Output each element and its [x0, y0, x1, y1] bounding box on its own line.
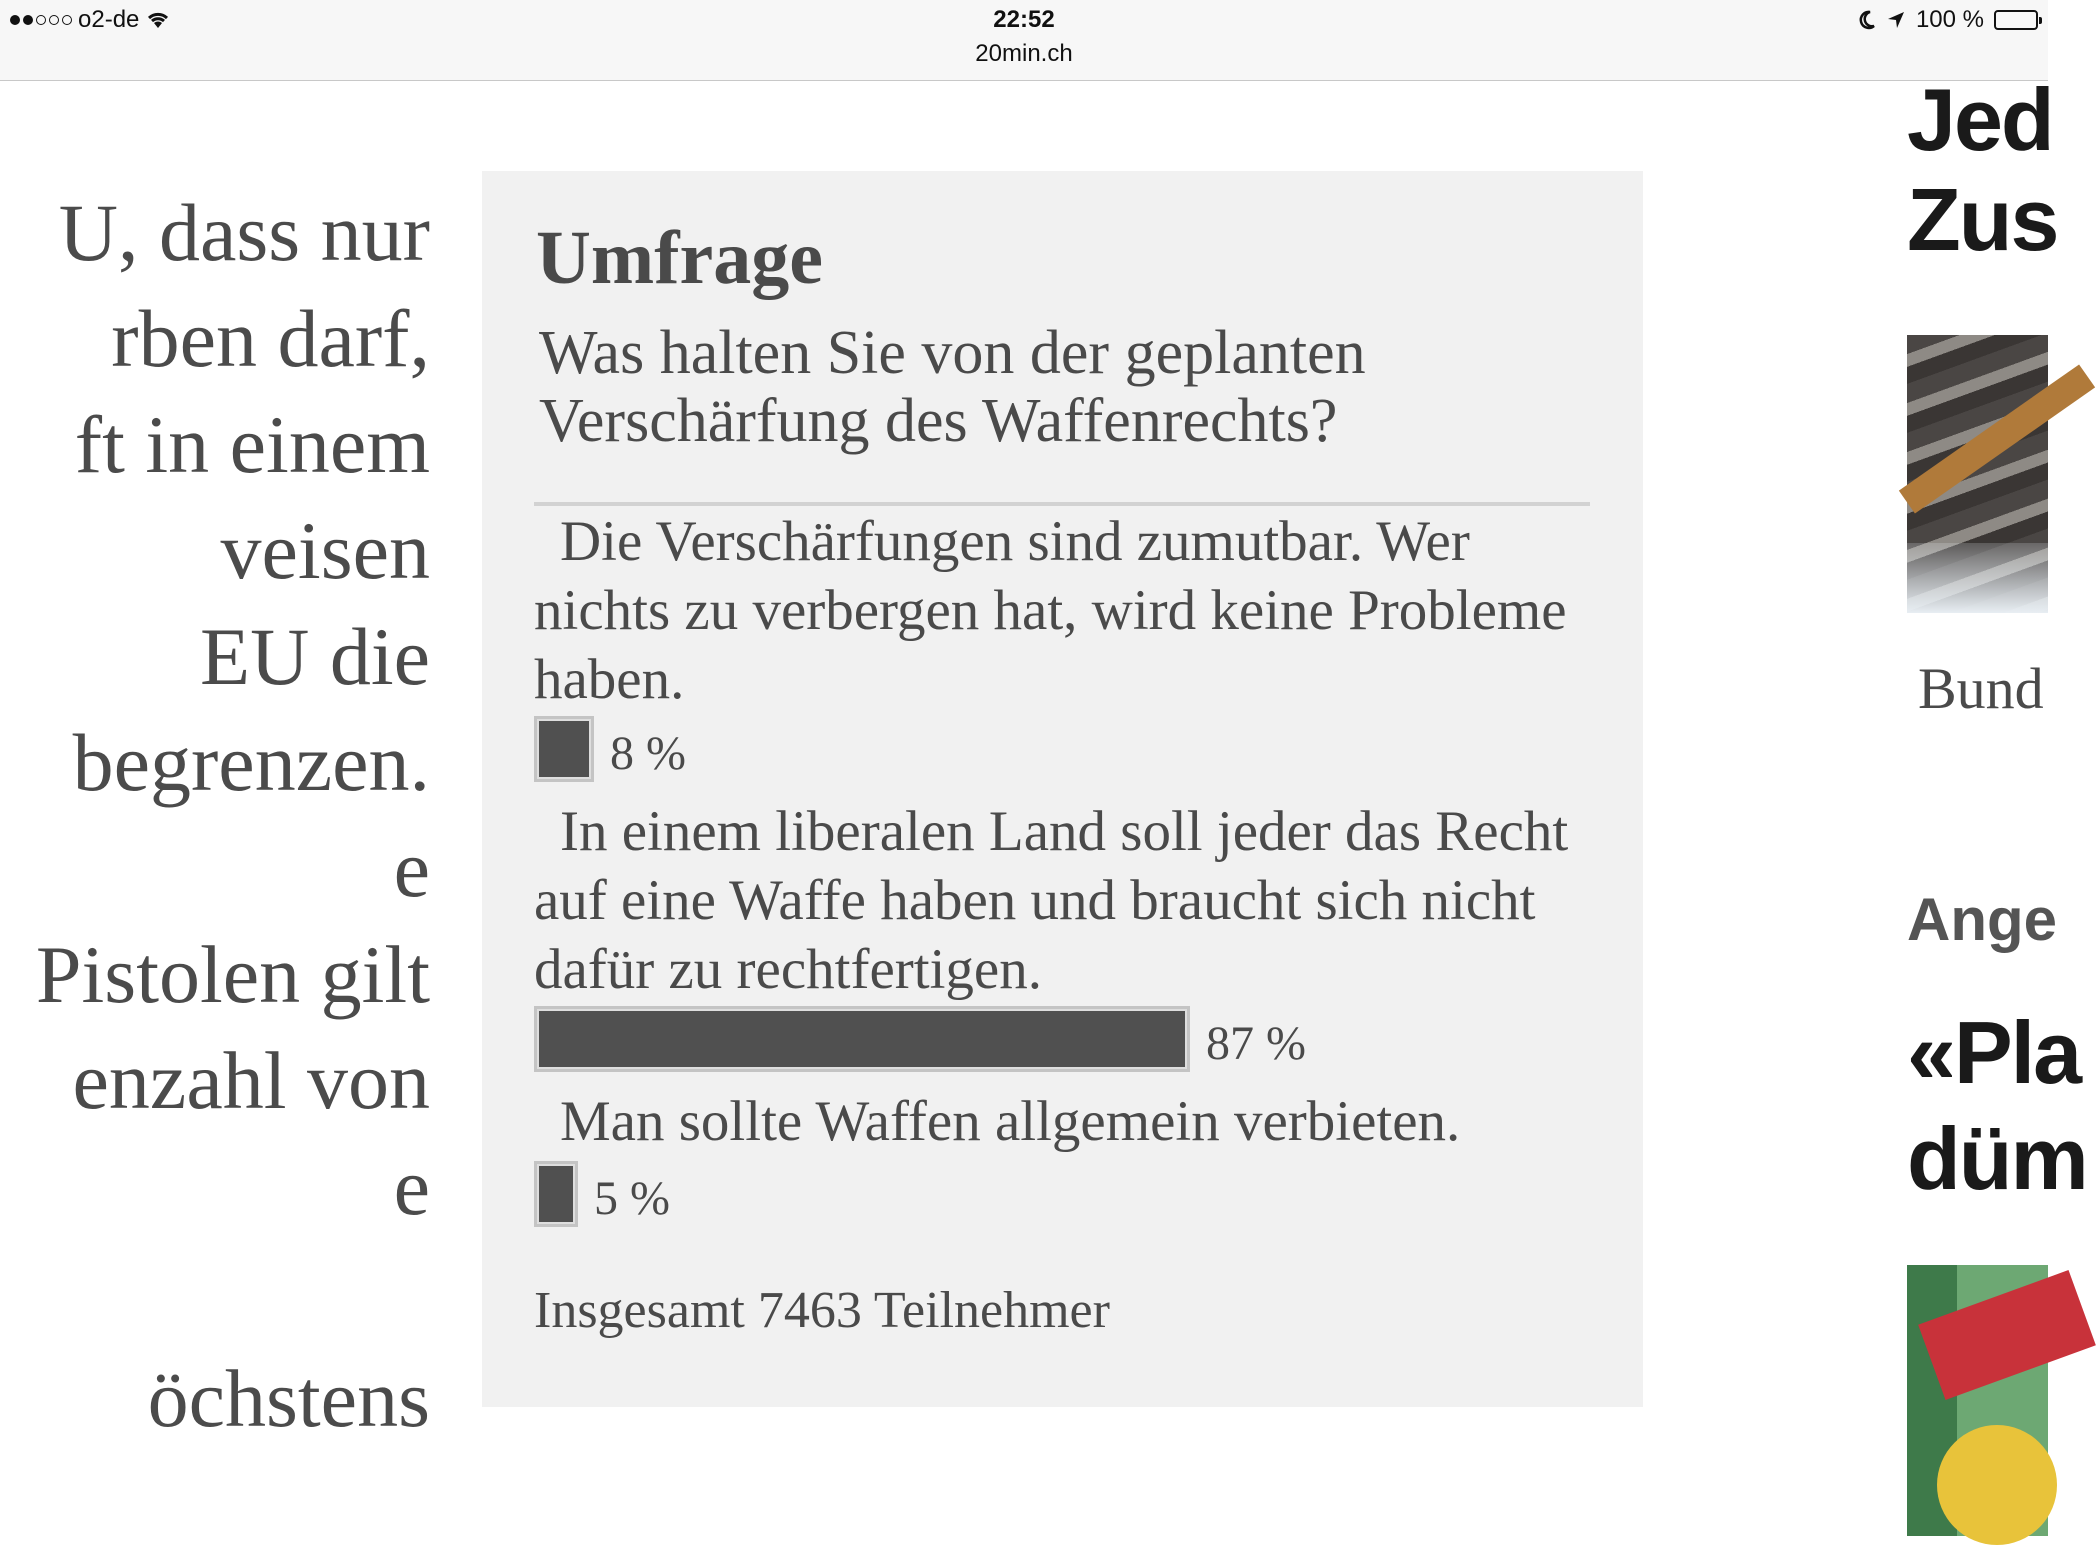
right-headline-1-line-1: Jed [1907, 70, 2053, 169]
article-line [0, 286, 430, 392]
article-text [0, 180, 430, 1452]
article-line-text: begrenzen. [72, 717, 430, 808]
article-line-text: e [393, 823, 430, 914]
article-line [0, 180, 430, 286]
carrier-name: o2-de [78, 6, 140, 33]
poll-option-1-percent: 8 % [610, 726, 686, 780]
article-line [0, 498, 430, 604]
article-line-text: ft in einem [74, 399, 430, 490]
status-bar [0, 0, 2048, 81]
article-line-text: veisen [220, 505, 430, 596]
article-line [0, 710, 430, 816]
article-line [0, 816, 430, 922]
right-teaser-image-2[interactable] [1907, 1265, 2048, 1536]
article-line-text: e [393, 1141, 430, 1232]
url-label[interactable]: 20min.ch [975, 40, 1073, 67]
poll-option-1-result [534, 716, 686, 782]
poll-total-participants: Insgesamt 7463 Teilnehmer [534, 1282, 1110, 1339]
right-headline-2-line-2: düm [1907, 1109, 2087, 1208]
moon-icon [1858, 10, 1876, 30]
poll-option-2-percent: 87 % [1206, 1016, 1306, 1070]
poll-option-3-result [534, 1161, 670, 1227]
battery-percent: 100 % [1915, 6, 1984, 33]
article-line-text: öchstens [147, 1353, 430, 1444]
article-line [0, 1346, 430, 1452]
article-line-text: Pistolen gilt [35, 929, 430, 1020]
article-line-text: EU die [200, 611, 430, 702]
location-arrow-icon [1886, 10, 1906, 30]
right-caption-1: Bund [1918, 656, 2044, 721]
poll-title: Umfrage [536, 216, 823, 300]
poll-divider [534, 502, 1590, 506]
article-line [0, 392, 430, 498]
poll-option-2-bar [534, 1006, 1190, 1072]
status-right [1858, 6, 2038, 34]
right-headline-1-line-2: Zus [1907, 170, 2058, 269]
poll-option-1-text[interactable]: Die Verschärfungen sind zumutbar. Wer nichts zu verbergen hat, wird keine Probleme haben. [534, 510, 1567, 711]
status-time: 22:52 [993, 6, 1055, 33]
article-line [0, 604, 430, 710]
article-line [0, 1240, 430, 1346]
poll-question: Was halten Sie von der geplanten Verschärfung des Waffenrechts? [539, 319, 1366, 455]
poll-option-3-percent: 5 % [594, 1171, 670, 1225]
poll-option-2-text[interactable]: In einem liberalen Land soll jeder das Recht auf eine Waffe haben und braucht sich nicht dafür zu rechtfertigen. [534, 800, 1569, 1001]
battery-icon [1994, 10, 2038, 30]
right-headline-2[interactable] [1907, 1000, 2087, 1212]
right-headline-2-line-1: «Pla [1907, 1003, 2081, 1102]
right-teaser-image-1[interactable] [1907, 335, 2048, 613]
article-line [0, 922, 430, 1028]
right-kicker-2: Ange [1907, 886, 2057, 953]
article-line-text: U, dass nur [58, 187, 430, 278]
poll-option-3-text[interactable]: Man sollte Waffen allgemein verbieten. [560, 1090, 1461, 1153]
article-line [0, 1134, 430, 1240]
poll-option-2-result [534, 1006, 1306, 1072]
article-line-text: rben darf, [111, 293, 430, 384]
article-line [0, 1028, 430, 1134]
right-headline-1[interactable] [1907, 70, 2057, 270]
article-line-text: enzahl von [72, 1035, 430, 1126]
poll-option-1-bar [534, 716, 594, 782]
poll-option-3-bar [534, 1161, 578, 1227]
poll-box [482, 171, 1643, 1407]
